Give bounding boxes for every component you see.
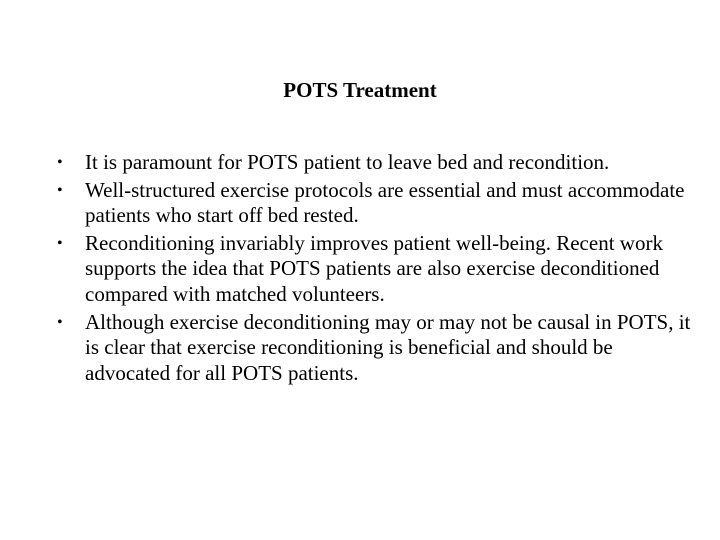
bullet-text: It is paramount for POTS patient to leave bed and recondition. xyxy=(85,150,610,174)
slide-title: POTS Treatment xyxy=(283,78,437,102)
bullet-item xyxy=(57,310,697,387)
bullet-list xyxy=(57,150,697,388)
bullet-icon: • xyxy=(57,154,63,171)
bullet-icon: • xyxy=(57,313,63,331)
bullet-item xyxy=(57,150,697,176)
bullet-text: Well-structured exercise protocols are essential and must accommodate patients who start off bed rested. xyxy=(85,177,685,228)
bullet-text: Although exercise deconditioning may or may not be causal in POTS, it is clear that exercise reconditioning is beneficial and should be advocated for all POTS patients. xyxy=(85,309,691,385)
bullet-item xyxy=(57,231,697,308)
bullet-icon: • xyxy=(57,181,63,199)
bullet-item xyxy=(57,178,697,229)
bullet-text: Reconditioning invariably improves patient well-being. Recent work supports the idea that POTS patients are also exercise deconditioned compared with matched volunteers. xyxy=(85,230,663,306)
bullet-icon: • xyxy=(57,234,63,252)
